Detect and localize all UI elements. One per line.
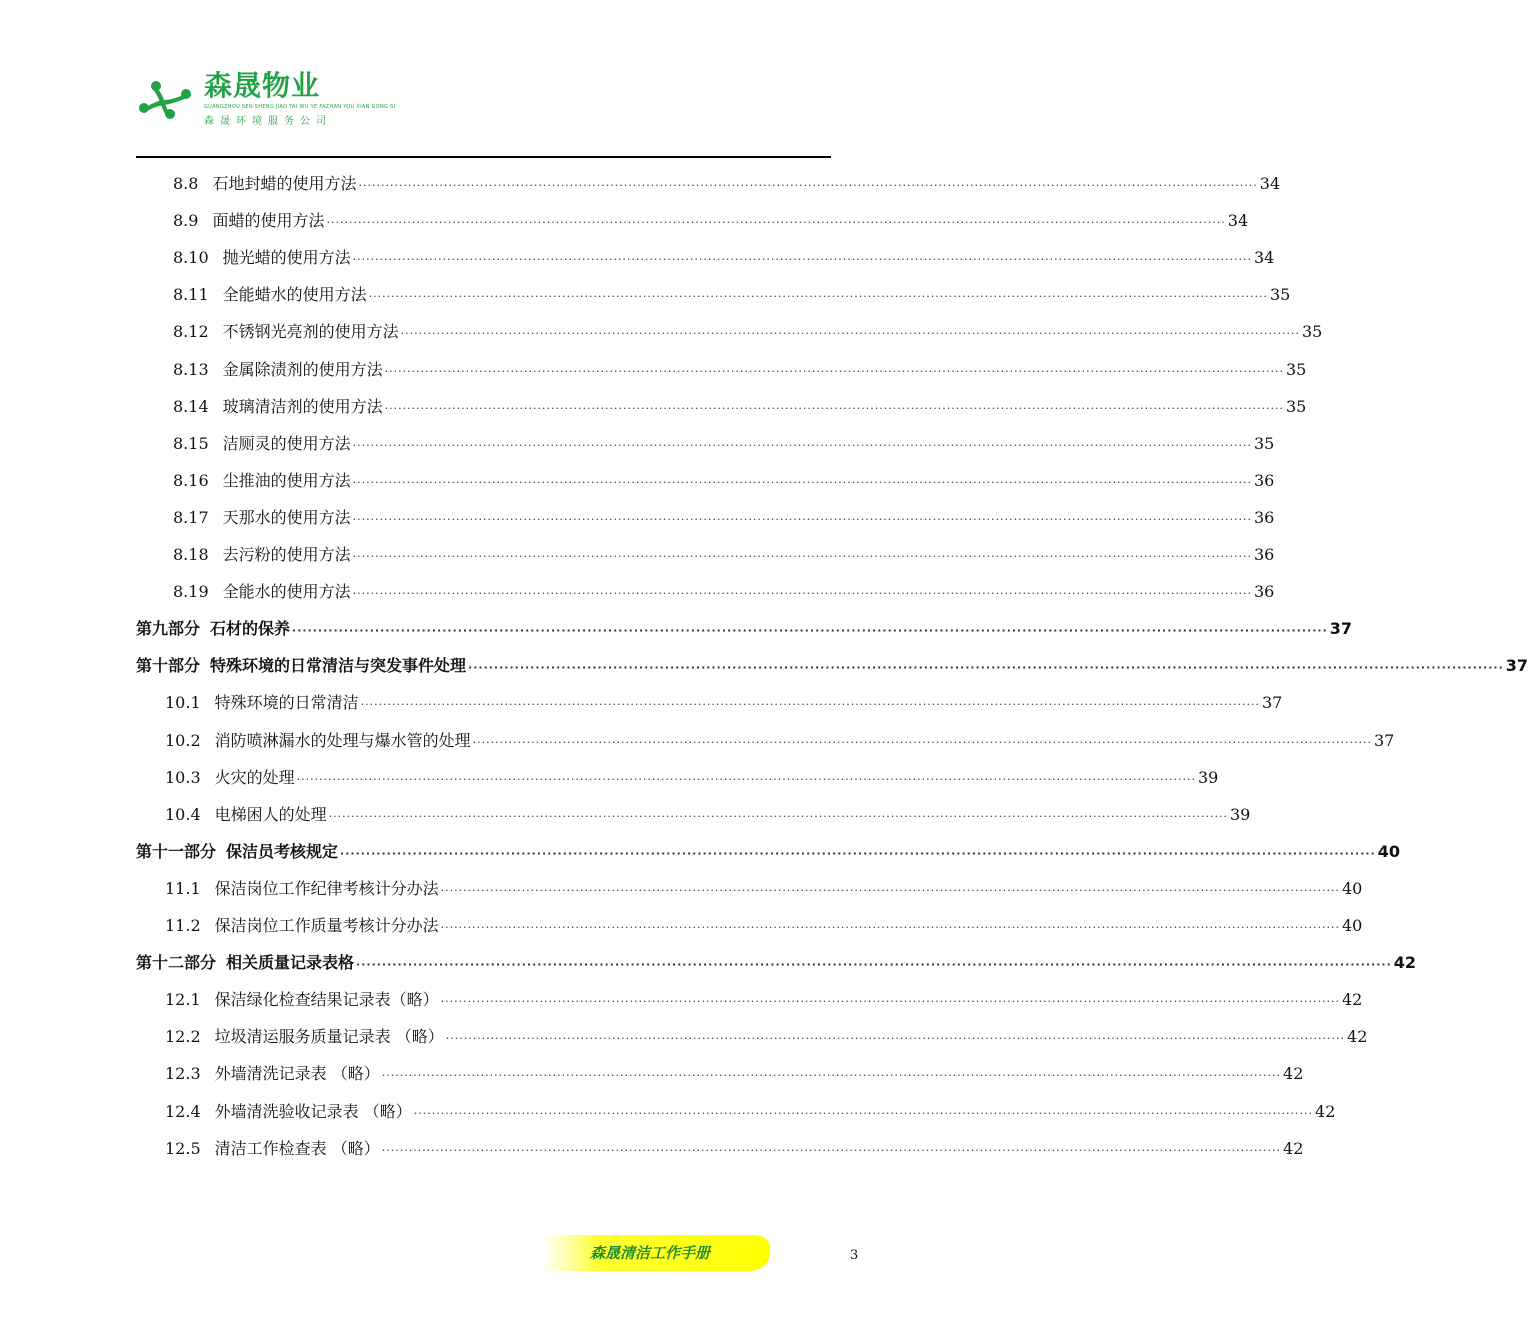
- toc-leader-dots: ········································································································································································································: [340, 846, 1376, 860]
- toc-entry[interactable]: [165, 1093, 1336, 1132]
- toc-leader-dots: ········································································································································································································: [384, 364, 1284, 378]
- toc-leader-dots: ········································································································································································································: [328, 809, 1228, 823]
- toc-entry[interactable]: [173, 351, 1307, 390]
- toc-page: 40: [1341, 878, 1363, 898]
- toc-entry[interactable]: [173, 202, 1249, 241]
- toc-leader-dots: ········································································································································································································: [384, 401, 1284, 415]
- toc-page: 35: [1285, 396, 1307, 416]
- toc-title: 石材的保养: [210, 619, 291, 639]
- toc-row: [0, 610, 1353, 647]
- toc-number: 12.2: [165, 1027, 201, 1047]
- toc-number: 10.2: [165, 730, 201, 750]
- toc-title: 保洁岗位工作质量考核计分办法: [214, 916, 439, 935]
- toc-leader-dots: ········································································································································································································: [352, 253, 1252, 267]
- toc-title: 垃圾清运服务质量记录表 （略）: [214, 1027, 444, 1047]
- toc-number: 第九部分: [136, 619, 201, 639]
- toc-number: 8.13: [173, 359, 209, 379]
- toc-title: 特殊环境的日常清洁: [214, 693, 359, 713]
- toc-entry[interactable]: [165, 796, 1251, 835]
- toc-leader-dots: ········································································································································································································: [472, 735, 1372, 749]
- toc-number: 12.3: [165, 1064, 201, 1084]
- toc-title: 外墙清洗记录表 （略）: [214, 1064, 380, 1084]
- toc-page: 35: [1301, 322, 1323, 342]
- toc-number: 11.1: [165, 878, 201, 898]
- toc-page: 37: [1329, 619, 1353, 639]
- toc-page: 39: [1229, 804, 1251, 824]
- toc-leader-dots: ········································································································································································································: [352, 475, 1252, 489]
- toc-number: 12.1: [165, 990, 201, 1010]
- toc-leader-dots: ········································································································································································································: [440, 883, 1340, 897]
- toc-leader-dots: ········································································································································································································: [356, 958, 1392, 972]
- toc-page: 39: [1197, 767, 1219, 787]
- toc-row: [0, 388, 1307, 425]
- toc-row: [0, 202, 1249, 239]
- toc-page: 42: [1341, 990, 1363, 1010]
- toc-page: 36: [1253, 545, 1275, 564]
- toc-number: 8.14: [173, 396, 209, 416]
- toc-number: 8.16: [173, 470, 209, 490]
- toc-title: 天那水的使用方法: [222, 507, 351, 527]
- company-logo: [136, 69, 396, 130]
- logo-title: 森晟物业: [204, 69, 321, 102]
- toc-row: [0, 1018, 1368, 1055]
- toc-page: 34: [1253, 248, 1275, 268]
- toc-title: 面蜡的使用方法: [212, 211, 325, 231]
- toc-number: 8.18: [173, 545, 209, 564]
- toc-leader-dots: ········································································································································································································: [413, 1106, 1314, 1120]
- toc-entry[interactable]: [173, 573, 1275, 612]
- toc-entry[interactable]: [165, 1055, 1304, 1094]
- toc-leader-dots: ········································································································································································································: [360, 698, 1260, 712]
- toc-number: 12.5: [165, 1138, 201, 1158]
- toc-page: 36: [1253, 470, 1275, 490]
- toc-entry[interactable]: [165, 684, 1283, 723]
- toc-title: 电梯困人的处理: [214, 804, 327, 824]
- toc-row: [0, 499, 1275, 536]
- toc-page: 35: [1253, 433, 1275, 453]
- toc-row: [0, 462, 1275, 499]
- toc-entry[interactable]: [136, 610, 1353, 649]
- toc-number: 第十部分: [136, 656, 201, 676]
- toc-page: 42: [1347, 1027, 1368, 1047]
- toc-page: 34: [1259, 174, 1281, 193]
- toc-entry[interactable]: [173, 276, 1291, 315]
- toc-entry[interactable]: [136, 647, 1528, 686]
- toc-title: 金属除渍剂的使用方法: [222, 359, 383, 379]
- toc-row: [0, 165, 1281, 202]
- toc-title: 保洁员考核规定: [226, 841, 339, 861]
- toc-row: [0, 1055, 1304, 1092]
- toc-title: 保洁岗位工作纪律考核计分办法: [214, 878, 439, 898]
- toc-page: 37: [1505, 656, 1528, 676]
- toc-page: 42: [1393, 953, 1417, 973]
- toc-entry[interactable]: [173, 462, 1275, 501]
- page-number: 3: [850, 1248, 859, 1263]
- toc-number: 8.8: [173, 174, 199, 193]
- toc-number: 8.9: [173, 211, 199, 231]
- toc-row: [0, 1093, 1336, 1130]
- toc-number: 11.2: [165, 916, 201, 935]
- toc-row: [0, 647, 1528, 684]
- toc-title: 去污粉的使用方法: [222, 545, 351, 564]
- toc-title: 相关质量记录表格: [226, 953, 355, 973]
- toc-row: [0, 981, 1363, 1018]
- header-divider: [136, 156, 831, 158]
- logo-subtitle: 森晟环境服务公司: [204, 116, 332, 127]
- toc-title: 全能水的使用方法: [222, 582, 351, 602]
- toc-title: 抛光蜡的使用方法: [222, 248, 351, 268]
- toc-page: 42: [1283, 1064, 1304, 1084]
- toc-row: [0, 684, 1283, 721]
- toc-entry[interactable]: [173, 388, 1307, 427]
- toc-entry[interactable]: [173, 239, 1275, 278]
- toc-page: 42: [1283, 1138, 1304, 1158]
- toc-entry[interactable]: [165, 1018, 1368, 1057]
- footer-banner-text: 森晟清洁工作手册: [590, 1244, 711, 1262]
- toc-leader-dots: ········································································································································································································: [358, 179, 1258, 192]
- toc-page: 37: [1261, 693, 1283, 713]
- toc-row: [0, 833, 1401, 870]
- toc-leader-dots: ········································································································································································································: [400, 327, 1300, 341]
- toc-row: [0, 870, 1363, 907]
- toc-page: 37: [1373, 730, 1395, 750]
- toc-entry[interactable]: [136, 944, 1417, 983]
- toc-number: 第十一部分: [136, 841, 217, 861]
- toc-title: 火灾的处理: [214, 767, 295, 787]
- logo-mark-icon: [136, 78, 194, 120]
- toc-number: 8.19: [173, 582, 209, 602]
- toc-number: 8.12: [173, 322, 209, 342]
- toc-number: 10.1: [165, 693, 201, 713]
- toc-page: 42: [1315, 1101, 1336, 1121]
- toc-entry[interactable]: [165, 981, 1363, 1020]
- toc-title: 洁厕灵的使用方法: [222, 433, 351, 453]
- toc-row: [0, 313, 1323, 350]
- toc-leader-dots: ········································································································································································································: [468, 661, 1504, 675]
- toc-title: 不锈钢光亮剂的使用方法: [222, 322, 399, 342]
- toc-row: [0, 759, 1219, 796]
- logo-pinyin: GUANGZHOU SEN SHENG JIAO TAI WU YE FAZHAN YOU XIAN GONG SI: [204, 104, 396, 110]
- toc-entry[interactable]: [165, 907, 1363, 946]
- toc-leader-dots: ········································································································································································································: [381, 1143, 1282, 1157]
- toc-row: [0, 425, 1275, 462]
- toc-page: 40: [1377, 841, 1401, 861]
- toc-title: 特殊环境的日常清洁与突发事件处理: [210, 656, 467, 676]
- toc-page: 34: [1227, 211, 1249, 231]
- toc-entry[interactable]: [165, 870, 1363, 909]
- toc-row: [0, 239, 1275, 276]
- toc-row: [0, 573, 1275, 610]
- toc-number: 10.4: [165, 804, 201, 824]
- toc-row: [0, 944, 1417, 981]
- toc-entry[interactable]: [165, 722, 1395, 761]
- toc-leader-dots: ········································································································································································································: [292, 624, 1328, 638]
- toc-title: 保洁绿化检查结果记录表（略）: [214, 990, 439, 1010]
- toc-entry[interactable]: [165, 759, 1219, 798]
- toc-title: 玻璃清洁剂的使用方法: [222, 396, 383, 416]
- toc-leader-dots: ········································································································································································································: [440, 995, 1340, 1009]
- toc-number: 8.11: [173, 285, 209, 305]
- toc-title: 清洁工作检查表 （略）: [214, 1138, 380, 1158]
- toc-page: 35: [1285, 359, 1307, 379]
- toc-row: [0, 536, 1275, 573]
- toc-row: [0, 796, 1251, 833]
- toc-row: [0, 276, 1291, 313]
- toc-title: 石地封蜡的使用方法: [212, 174, 357, 193]
- toc-row: [0, 1130, 1304, 1167]
- toc-number: 8.15: [173, 433, 209, 453]
- toc-entry[interactable]: [165, 1130, 1304, 1169]
- toc-entry[interactable]: [173, 313, 1323, 352]
- toc-number: 10.3: [165, 767, 201, 787]
- toc-leader-dots: ········································································································································································································: [440, 921, 1340, 934]
- toc-leader-dots: ········································································································································································································: [368, 290, 1268, 304]
- toc-leader-dots: ········································································································································································································: [381, 1069, 1282, 1083]
- toc-entry[interactable]: [136, 833, 1401, 872]
- toc-number: 第十二部分: [136, 953, 217, 973]
- toc-number: 8.10: [173, 248, 209, 268]
- toc-row: [0, 722, 1395, 759]
- toc-page: 40: [1341, 916, 1363, 935]
- toc-number: 12.4: [165, 1101, 201, 1121]
- toc-entry[interactable]: [173, 165, 1281, 204]
- toc-leader-dots: ········································································································································································································: [352, 550, 1252, 563]
- toc-page: 35: [1269, 285, 1291, 305]
- toc-leader-dots: ········································································································································································································: [352, 438, 1252, 452]
- toc-page: 36: [1253, 507, 1275, 527]
- toc-entry[interactable]: [173, 536, 1275, 575]
- toc-page: 36: [1253, 582, 1275, 602]
- toc-leader-dots: ········································································································································································································: [352, 587, 1252, 601]
- toc-entry[interactable]: [173, 425, 1275, 464]
- toc-title: 外墙清洗验收记录表 （略）: [214, 1101, 412, 1121]
- toc-title: 尘推油的使用方法: [222, 470, 351, 490]
- toc-title: 消防喷淋漏水的处理与爆水管的处理: [214, 730, 471, 750]
- toc-row: [0, 907, 1363, 944]
- toc-leader-dots: ········································································································································································································: [352, 512, 1252, 526]
- toc-leader-dots: ········································································································································································································: [445, 1032, 1346, 1046]
- toc-entry[interactable]: [173, 499, 1275, 538]
- toc-leader-dots: ········································································································································································································: [326, 216, 1226, 230]
- toc-row: [0, 351, 1307, 388]
- toc-title: 全能蜡水的使用方法: [222, 285, 367, 305]
- toc-leader-dots: ········································································································································································································: [296, 772, 1196, 786]
- toc-number: 8.17: [173, 507, 209, 527]
